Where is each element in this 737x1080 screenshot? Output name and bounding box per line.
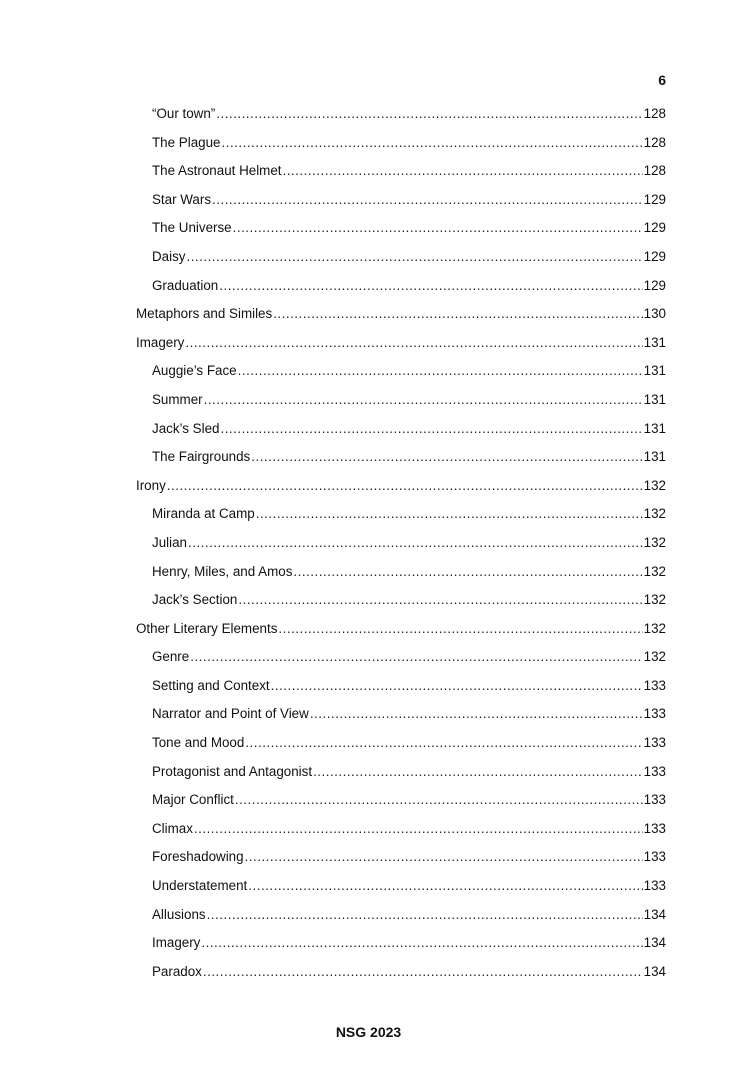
toc-entry-page: 134 — [643, 906, 666, 922]
toc-entry-title: Graduation — [152, 277, 219, 293]
toc-entry-title: Genre — [152, 649, 190, 665]
toc-entry[interactable] — [136, 218, 666, 247]
toc-dot-leader — [293, 562, 642, 582]
toc-entry[interactable] — [136, 790, 666, 819]
toc-dot-leader — [212, 190, 643, 210]
toc-entry[interactable] — [136, 476, 666, 505]
toc-entry[interactable] — [136, 390, 666, 419]
toc-dot-leader — [238, 590, 642, 610]
toc-entry-page: 131 — [643, 420, 666, 436]
toc-entry-title: “Our town” — [152, 106, 216, 121]
toc-entry-page: 131 — [643, 334, 666, 350]
toc-entry[interactable] — [136, 304, 666, 333]
toc-entry-title: Climax — [152, 820, 193, 836]
toc-entry-page: 132 — [643, 592, 666, 608]
toc-entry-page: 132 — [643, 563, 666, 579]
toc-entry-page: 132 — [643, 534, 666, 550]
toc-entry-title: Star Wars — [152, 191, 212, 207]
toc-entry-title: Setting and Context — [152, 677, 270, 693]
toc-entry-page: 133 — [643, 792, 666, 808]
toc-entry-title: Jack’s Sled — [152, 420, 220, 436]
toc-dot-leader — [186, 247, 642, 267]
toc-entry-title: Metaphors and Similes — [136, 306, 273, 322]
toc-entry-page: 133 — [643, 820, 666, 836]
toc-dot-leader — [278, 619, 642, 639]
toc-entry-title: Foreshadowing — [152, 849, 244, 865]
toc-entry-title: Imagery — [152, 935, 201, 951]
toc-dot-leader — [219, 276, 642, 296]
toc-entry-title: The Fairgrounds — [152, 449, 251, 465]
toc-entry[interactable] — [136, 104, 666, 133]
toc-entry-page: 133 — [643, 706, 666, 722]
toc-entry-page: 133 — [643, 763, 666, 779]
toc-dot-leader — [207, 905, 643, 925]
toc-dot-leader — [194, 819, 643, 839]
toc-entry[interactable] — [136, 819, 666, 848]
toc-entry[interactable] — [136, 876, 666, 905]
toc-entry-page: 132 — [643, 649, 666, 665]
toc-entry-title: Henry, Miles, and Amos — [152, 563, 293, 579]
toc-dot-leader — [201, 933, 642, 953]
toc-dot-leader — [271, 676, 643, 696]
toc-entry[interactable] — [136, 133, 666, 162]
toc-entry-title: Imagery — [136, 334, 185, 350]
toc-entry-title: Understatement — [152, 878, 248, 894]
toc-entry-title: Major Conflict — [152, 792, 234, 808]
toc-entry[interactable] — [136, 276, 666, 305]
toc-dot-leader — [233, 218, 643, 238]
toc-entry[interactable] — [136, 247, 666, 276]
toc-entry-page: 131 — [643, 391, 666, 407]
toc-entry[interactable] — [136, 361, 666, 390]
toc-entry-title: Summer — [152, 391, 203, 407]
toc-entry-page: 131 — [643, 363, 666, 379]
toc-entry-page: 129 — [643, 248, 666, 264]
toc-entry[interactable] — [136, 562, 666, 591]
toc-entry-title: The Plague — [152, 134, 221, 150]
toc-dot-leader — [238, 361, 643, 381]
toc-entry[interactable] — [136, 704, 666, 733]
toc-dot-leader — [190, 647, 642, 667]
toc-entry[interactable] — [136, 419, 666, 448]
toc-entry[interactable] — [136, 733, 666, 762]
toc-entry-title: Miranda at Camp — [152, 506, 255, 522]
toc-dot-leader — [310, 704, 643, 724]
toc-dot-leader — [204, 390, 643, 410]
toc-dot-leader — [203, 962, 643, 982]
toc-entry[interactable] — [136, 504, 666, 533]
toc-dot-leader — [273, 304, 642, 324]
toc-dot-leader — [251, 447, 642, 467]
table-of-contents — [136, 104, 666, 990]
toc-entry-title: Auggie’s Face — [152, 363, 237, 379]
toc-entry-title: Narrator and Point of View — [152, 706, 309, 722]
toc-entry[interactable] — [136, 962, 666, 991]
toc-entry-page: 130 — [643, 306, 666, 322]
toc-entry-title: The Astronaut Helmet — [152, 163, 282, 179]
toc-dot-leader — [185, 333, 642, 353]
toc-entry-page: 131 — [643, 449, 666, 465]
toc-dot-leader — [216, 104, 642, 124]
toc-entry[interactable] — [136, 676, 666, 705]
toc-entry-page: 128 — [643, 134, 666, 150]
toc-entry-title: Paradox — [152, 963, 202, 979]
toc-entry-page: 134 — [643, 935, 666, 951]
toc-entry-page: 132 — [643, 620, 666, 636]
toc-entry[interactable] — [136, 933, 666, 962]
toc-entry-page: 129 — [643, 191, 666, 207]
toc-dot-leader — [256, 504, 643, 524]
toc-dot-leader — [245, 847, 643, 867]
toc-entry-title: Allusions — [152, 906, 206, 922]
toc-entry[interactable] — [136, 762, 666, 791]
toc-entry[interactable] — [136, 161, 666, 190]
toc-entry[interactable] — [136, 905, 666, 934]
toc-entry-page: 129 — [643, 277, 666, 293]
toc-entry-title: The Universe — [152, 220, 232, 236]
page-footer: NSG 2023 — [335, 1024, 402, 1040]
toc-dot-leader — [313, 762, 643, 782]
toc-dot-leader — [220, 419, 642, 439]
toc-entry-page: 134 — [643, 963, 666, 979]
toc-entry-page: 133 — [643, 878, 666, 894]
toc-entry-page: 133 — [643, 849, 666, 865]
toc-entry-title: Protagonist and Antagonist — [152, 763, 313, 779]
toc-entry[interactable] — [136, 447, 666, 476]
toc-entry-page: 132 — [643, 477, 666, 493]
toc-dot-leader — [283, 161, 643, 181]
toc-entry-title: Daisy — [152, 248, 186, 264]
toc-dot-leader — [222, 133, 643, 153]
toc-entry[interactable] — [136, 533, 666, 562]
toc-dot-leader — [167, 476, 643, 496]
toc-entry-page: 132 — [643, 506, 666, 522]
toc-entry-page: 128 — [643, 163, 666, 179]
toc-entry-page: 133 — [643, 735, 666, 751]
page-number: 6 — [658, 72, 666, 88]
toc-entry-page: 129 — [643, 220, 666, 236]
toc-dot-leader — [235, 790, 643, 810]
toc-entry-page: 133 — [643, 677, 666, 693]
toc-entry[interactable] — [136, 190, 666, 219]
toc-entry[interactable] — [136, 333, 666, 362]
toc-dot-leader — [188, 533, 643, 553]
toc-dot-leader — [248, 876, 642, 896]
toc-entry[interactable] — [136, 619, 666, 648]
toc-entry-title: Other Literary Elements — [136, 620, 278, 636]
toc-entry-title: Irony — [136, 477, 166, 493]
toc-entry[interactable] — [136, 847, 666, 876]
toc-entry-title: Jack’s Section — [152, 592, 238, 608]
toc-entry-page: 128 — [643, 106, 666, 121]
toc-dot-leader — [245, 733, 642, 753]
toc-entry-title: Tone and Mood — [152, 735, 245, 751]
toc-entry-title: Julian — [152, 534, 187, 550]
toc-entry[interactable] — [136, 647, 666, 676]
toc-entry[interactable] — [136, 590, 666, 619]
